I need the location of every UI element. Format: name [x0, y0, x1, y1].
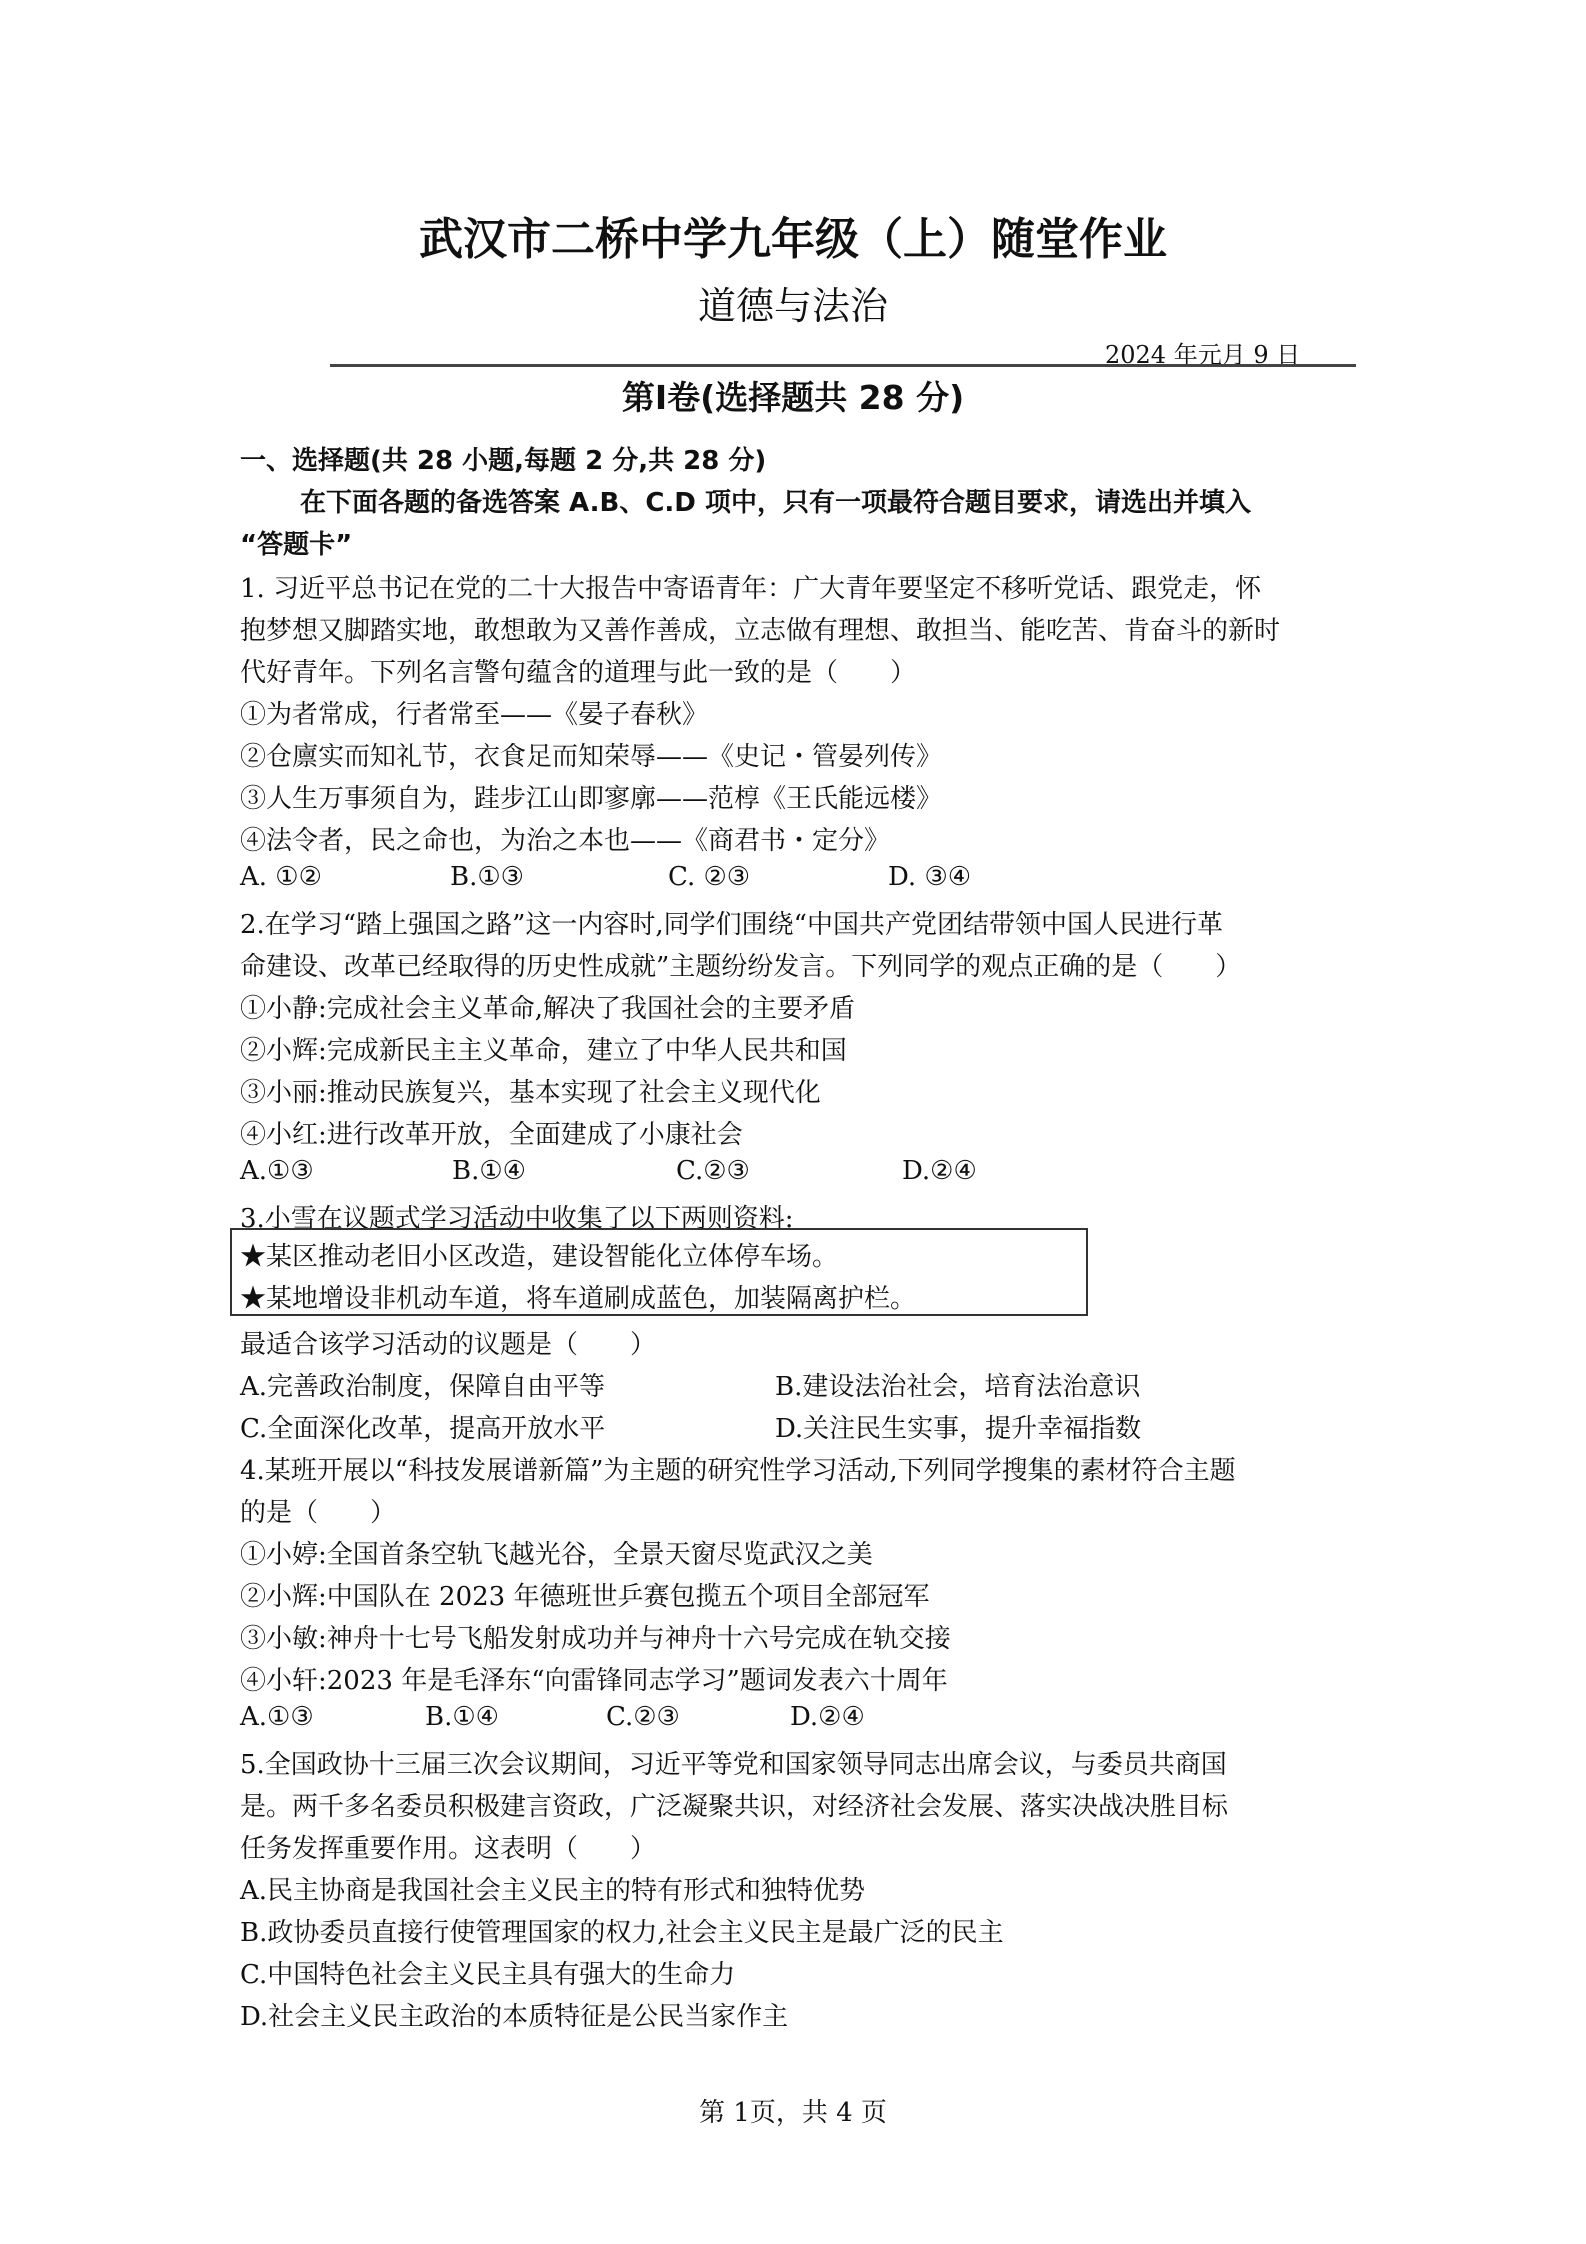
volume-heading: 第Ⅰ卷(选择题共 28 分)	[621, 378, 965, 417]
q4-stem-2: 的是（ ）	[240, 1498, 397, 1528]
date: 2024 年元月 9 日	[1105, 341, 1301, 369]
q1-stem: 1. 习近平总书记在党的二十大报告中寄语青年：广大青年要坚定不移听党话、跟党走，怀	[240, 574, 1262, 604]
q2-item-1: ①小静:完成社会主义革命,解决了我国社会的主要矛盾	[240, 994, 856, 1024]
q2-option-b: B.①④	[452, 1156, 526, 1186]
q2-item-3: ③小丽:推动民族复兴，基本实现了社会主义现代化	[240, 1078, 821, 1108]
q1-option-a: A. ①②	[240, 862, 322, 892]
header-divider	[330, 364, 1356, 367]
q1-option-b: B.①③	[450, 862, 524, 892]
q3-stem: 3.小雪在议题式学习活动中收集了以下两则资料:	[240, 1204, 794, 1234]
q2-option-d: D.②④	[902, 1156, 977, 1186]
q3-option-c: C.全面深化改革，提高开放水平	[240, 1414, 606, 1444]
q2-option-a: A.①③	[240, 1156, 314, 1186]
q5-stem-3: 任务发挥重要作用。这表明（ ）	[240, 1834, 657, 1864]
q5-option-b: B.政协委员直接行使管理国家的权力,社会主义民主是最广泛的民主	[240, 1918, 1004, 1948]
q3-material-2: ★某地增设非机动车道，将车道刷成蓝色，加装隔离护栏。	[240, 1284, 917, 1314]
q2-option-c: C.②③	[676, 1156, 750, 1186]
q2-stem-2: 命建设、改革已经取得的历史性成就”主题纷纷发言。下列同学的观点正确的是（ ）	[240, 952, 1242, 982]
q3-option-d: D.关注民生实事，提升幸福指数	[775, 1414, 1142, 1444]
section-heading: 一、选择题(共 28 小题,每题 2 分,共 28 分)	[240, 446, 767, 476]
q1-item-1: ①为者常成，行者常至——《晏子春秋》	[240, 700, 709, 730]
q5-option-d: D.社会主义民主政治的本质特征是公民当家作主	[240, 2002, 789, 2032]
q1-item-3: ③人生万事须自为，跬步江山即寥廓——范椁《王氏能远楼》	[240, 784, 943, 814]
q4-option-b: B.①④	[425, 1702, 499, 1732]
q2-item-2: ②小辉:完成新民主主义革命，建立了中华人民共和国	[240, 1036, 847, 1066]
q5-stem-2: 是。两千多名委员积极建言资政，广泛凝聚共识，对经济社会发展、落实决战决胜目标	[240, 1792, 1229, 1822]
q2-stem: 2.在学习“踏上强国之路”这一内容时,同学们围绕“中国共产党团结带领中国人民进行革	[240, 910, 1223, 940]
subject-title: 道德与法治	[697, 284, 888, 328]
q4-item-3: ③小敏:神舟十七号飞船发射成功并与神舟十六号完成在轨交接	[240, 1624, 951, 1654]
q3-option-b: B.建设法治社会，培育法治意识	[775, 1372, 1141, 1402]
q4-option-c: C.②③	[606, 1702, 680, 1732]
q1-stem-3: 代好青年。下列名言警句蕴含的道理与此一致的是（ ）	[240, 658, 917, 688]
q1-option-d: D. ③④	[888, 862, 972, 892]
q5-option-a: A.民主协商是我国社会主义民主的特有形式和独特优势	[240, 1876, 866, 1906]
section-instruction-cont: “答题卡”	[240, 530, 353, 560]
q4-item-1: ①小婷:全国首条空轨飞越光谷，全景天窗尽览武汉之美	[240, 1540, 873, 1570]
q5-option-c: C.中国特色社会主义民主具有强大的生命力	[240, 1960, 736, 1990]
page-number: 第 1页，共 4 页	[699, 2098, 887, 2128]
q3-material-1: ★某区推动老旧小区改造，建设智能化立体停车场。	[240, 1242, 839, 1272]
q4-item-2: ②小辉:中国队在 2023 年德班世乒赛包揽五个项目全部冠军	[240, 1582, 930, 1612]
q2-item-4: ④小红:进行改革开放，全面建成了小康社会	[240, 1120, 743, 1150]
q3-option-a: A.完善政治制度，保障自由平等	[240, 1372, 606, 1402]
q1-item-2: ②仓廪实而知礼节，衣食足而知荣辱——《史记・管晏列传》	[240, 742, 943, 772]
q1-stem-2: 抱梦想又脚踏实地，敢想敢为又善作善成，立志做有理想、敢担当、能吃苦、肯奋斗的新时	[240, 616, 1281, 646]
q3-stem-2: 最适合该学习活动的议题是（ ）	[240, 1330, 657, 1360]
q4-option-a: A.①③	[240, 1702, 314, 1732]
q1-item-4: ④法令者，民之命也，为治之本也——《商君书・定分》	[240, 826, 891, 856]
page-title: 武汉市二桥中学九年级（上）随堂作业	[419, 214, 1167, 265]
q1-option-c: C. ②③	[668, 862, 751, 892]
q4-option-d: D.②④	[790, 1702, 865, 1732]
q4-item-4: ④小轩:2023 年是毛泽东“向雷锋同志学习”题词发表六十周年	[240, 1666, 948, 1696]
q5-stem: 5.全国政协十三届三次会议期间，习近平等党和国家领导同志出席会议，与委员共商国	[240, 1750, 1227, 1780]
section-instruction: 在下面各题的备选答案 A.B、C.D 项中，只有一项最符合题目要求，请选出并填入	[300, 488, 1251, 518]
q4-stem: 4.某班开展以“科技发展谱新篇”为主题的研究性学习活动,下列同学搜集的素材符合主题	[240, 1456, 1236, 1486]
